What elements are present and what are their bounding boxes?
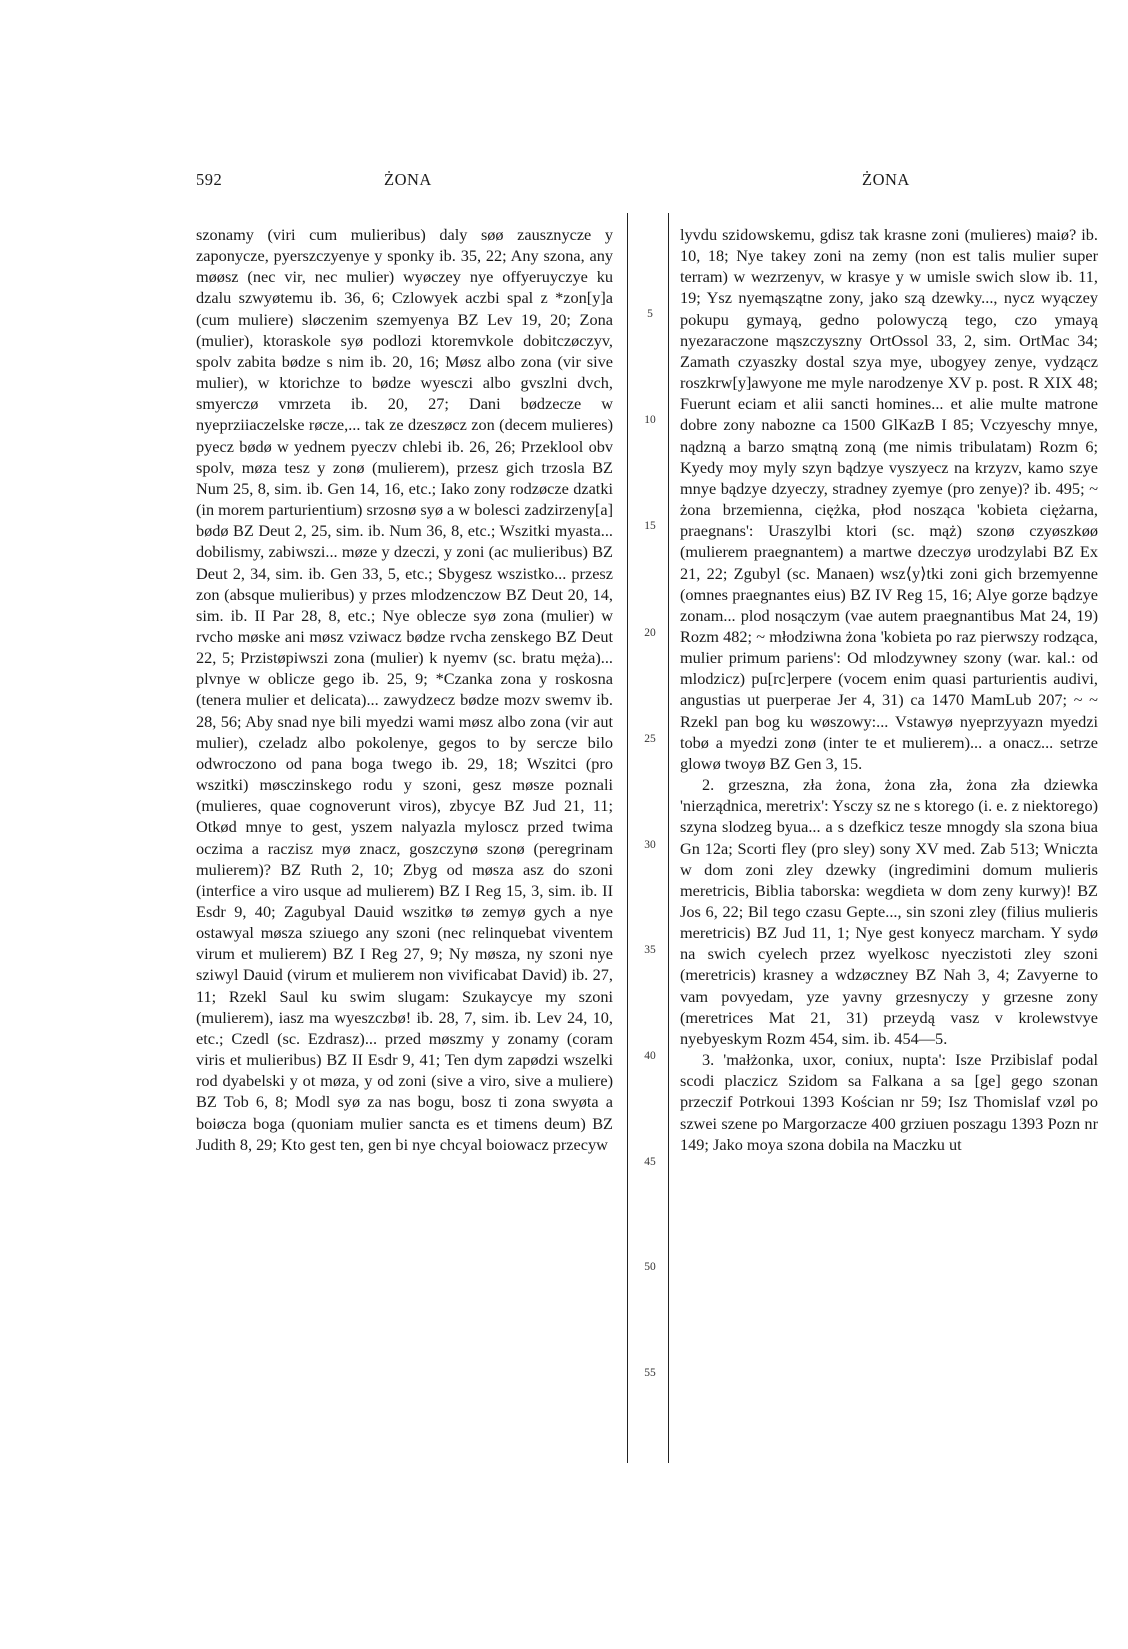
line-number: 5 (647, 308, 653, 320)
line-number: 10 (644, 414, 656, 426)
running-headword-left: ŻONA (384, 170, 432, 189)
line-number: 15 (644, 520, 656, 532)
sense-3-paragraph: 3. 'małżonka, uxor, coniux, nupta': Isze Przibislaf podal scodi placzicz Szidom sa Falkana a sa [ge] gego szonan przeczif Potrkoui 1393 Kościan nr 59; Isz Thomislaf vzøl po szwei szene po Margorzacze 400 grziuen poszagu 1393 Pozn nr 149; Jako moya szona dobila na Maczku ut (680, 1050, 1098, 1154)
page-number: 592 (196, 170, 223, 189)
left-column (196, 224, 613, 1464)
column-rule-right (668, 213, 669, 1463)
line-number: 35 (644, 944, 656, 956)
right-column-text-continuation: lyvdu szidowskemu, gdisz tak krasne zoni (mulieres) maiø? ib. 10, 18; Nye takey zoni na zemy (non est talis mulier super terram) w wezrzenyv, w krasye y w umisle swich slow ib. 11, 19; Ysz nyemąszątne zony, jako szą dzewky..., nycz wyączey pokupu gymayą, gedno polowyczą tego, czo ymayą nyezaraczone mąszczyszny OrtOssol 33, 2, sim. OrtMac 34; Zamath czyaszky dostal szya mye, ubogyey zenye, vydzącz roszkrw[y]awyone me myle narodzenye XV p. post. R XIX 48; Fuerunt eciam et alii sancti homines... et alie multe matrone dobre zony nabozne ca 1500 GlKazB I 85; Vczyeschy mnye, nądzną a barzo smątną zoną (me nimis tribulatam) Rozm 6; Kyedy moy myly szyn bądzye vyszyecz na krzyzv, kamo szye mnye bądzye dzyeczy, stradney zyemye (pro zenye)? ib. 495; ~ żona brzemienna, ciężka, płod nosząca 'kobieta ciężarna, praegnans': Uraszylbi ktori (sc. mąż) szonø czyøszkøø (mulierem praegnantem) a martwe dzeczyø urodzylabi BZ Ex 21, 22; Zgubyl (sc. Manaen) wsz⟨y⟩tki zoni gich brzemyenne (omnes praegnantes eius) BZ IV Reg 15, 16; Alye gorze bądzye zonam... plod nosączym (vae autem praegnantibus Mat 24, 19) Rozm 482; ~ młodziwna żona 'kobieta po raz pierwszy rodząca, mulier primum pariens': Od mlodzywney szony (war. kal.: od mlodzicz) pu[rc]erpere (vocem enim quasi parturientis audivi, angustias ut puerperae Jer 4, 31) ca 1470 MamLub 207; ~ ~ Rzekl pan bog ku wøszowy:... Vstawyø nyeprzyyazn myedzi tobø a myedzi zonø (inter te et mulierem)... a onacz... setrze glowø twoyø BZ Gen 3, 15. (680, 225, 1098, 773)
line-number: 30 (644, 839, 656, 851)
left-column-text: szonamy (viri cum mulieribus) daly søø zausznycze y zaponycze, pyerszczyenye y sponky ib. 35, 22; Any szona, any møøsz (nec vir, nec mulier) wyøczey nye offyeruyczye ku dzalu szwyøtemu ib. 36, 6; Czlowyek aczbi spal z *zon[y]a (cum muliere) sløczenim szemyenya BZ Lev 19, 20; Zona (mulier), ktoraskole syø podlozi ktoremvkole dobitczøczyv, spolv zabita bødze s nim ib. 20, 16; Møsz albo zona (vir sive mulier), w ktorichze to bødze wyesczi albo gvszlni dvch, smyerczø vmrzeta ib. 20, 27; Dani bødzecze w nyeprziiaczelske røcze,... tak ze dzeszøcz zon (decem mulieres) pyecz bødø w yednem pyeczv chlebi ib. 26, 26; Przeklool obv spolv, møza tesz y zonø (mulierem), przesz gich trzosla BZ Num 25, 8, sim. ib. Gen 14, 16, etc.; Iako zony rodzøcze dzatki (in morem parturientium) srzosnø syø a w bolesci zadzirzeny[a] bødø BZ Deut 2, 25, sim. ib. Num 36, 8, etc.; Wszitki myasta... dobilismy, zabiwszi... møze y dzeczi, y zoni (ac mulieribus) BZ Deut 2, 34, sim. ib. Gen 33, 5, etc.; Sbygesz wszistko... przesz zon (absque mulieribus) y przes mlodzenczow BZ Deut 20, 14, sim. ib. II Par 28, 8, etc.; Nye oblecze syø zona (mulier) w rvcho møske ani møsz vziwacz bødze rvcha zenskego BZ Deut 22, 5; Przistøpiwszi zona (mulier) k nyemv (sc. bratu męża)... plvnye w oblicze gego ib. 25, 9; *Czanka zona y roskosna (tenera mulier et delicata)... zawydzecz bødze mozv swemv ib. 28, 56; Aby snad nye bili myedzi wami møsz albo zona (vir aut mulier), czeladz albo pokolenye, gegos to by sercze bilo odwroczono od pana boga twego ib. 29, 18; Wszitci (pro wszitki) møsczinskego rodu y szoni, gesz møsze poznali (mulieres, quae cognoverunt viros), zbycye BZ Jud 21, 11; Otkød mnye to gest, yszem nalyazla myloscz przed twima oczima a raczisz myø znacz, goszczynø szonø (peregrinam mulierem)? BZ Ruth 2, 10; Zbyg od møsza asz do szoni (interfice a viro usque ad mulierem) BZ I Reg 15, 3, sim. ib. II Esdr 9, 40; Zagubyal Dauid wszitkø tø zemyø gych a nye ostawyal møsza sziuego any szoni (nec relinquebat viventem virum et mulierem) BZ I Reg 27, 9; Ny møsza, ny szoni nye sziwyl Dauid (virum et mulierem non vivificabat David) ib. 27, 11; Rzekl Saul ku swim slugam: Szukaycye my szoni (mulierem), iasz ma wyeszczbø! ib. 28, 7, sim. ib. Lev 24, 10, etc.; Czedl (sc. Ezdrasz)... przed møszmy y zonamy (coram viris et mulieribus) BZ II Esdr 9, 41; Ten dym zapødzi wszelki rod dyabelski y ot møza, y od zoni (sive a viro, sive a muliere) BZ Tob 6, 8; Modl syø za nas bogu, bosz ti zona swyøta a boiøcza boga (quoniam mulier sancta es et timens deum) BZ Judith 8, 29; Kto gest ten, gen bi nye chcyal boiowacz przecyw (196, 225, 613, 1154)
line-number: 20 (644, 627, 656, 639)
line-number: 50 (644, 1261, 656, 1273)
line-number: 45 (644, 1156, 656, 1168)
right-column (680, 224, 1098, 1464)
line-number: 40 (644, 1050, 656, 1062)
line-number: 25 (644, 733, 656, 745)
column-rule-left (627, 213, 628, 1463)
running-headword-right: ŻONA (862, 170, 910, 189)
line-number: 55 (644, 1367, 656, 1379)
sense-2-paragraph: 2. grzeszna, zła żona, żona zła, żona zła dziewka 'nierządnica, meretrix': Ysczy sz ne s ktorego (i. e. z niektorego) szyna slodzeg byua... a s dzefkicz tesze mnogdy sla szona biua Gn 12a; Scorti fley (pro sley) sony XV med. Zab 513; Wniczta w dom zoni zley dzewky (ingredimini domum mulieris meretricis, Biblia taborska: wegdieta w dom zeny kurwy)! BZ Jos 6, 22; Bil tego czasu Gepte..., sin szoni zley (filius mulieris meretricis) BZ Jud 11, 1; Nye gest konyecz marcham. Y sydø na swich cyelech przez wyelkosc nyeczistoti zley szoni (meretricis) krasney a wdzøczney BZ Nah 3, 4; Zavyerne to vam povyedam, yze yavny grzesnyczy y grzesne zony (meretrices Mat 21, 31) przeydą vasz v krolewstvye nyebyeskym Rozm 454, sim. ib. 454—5. (680, 775, 1098, 1048)
